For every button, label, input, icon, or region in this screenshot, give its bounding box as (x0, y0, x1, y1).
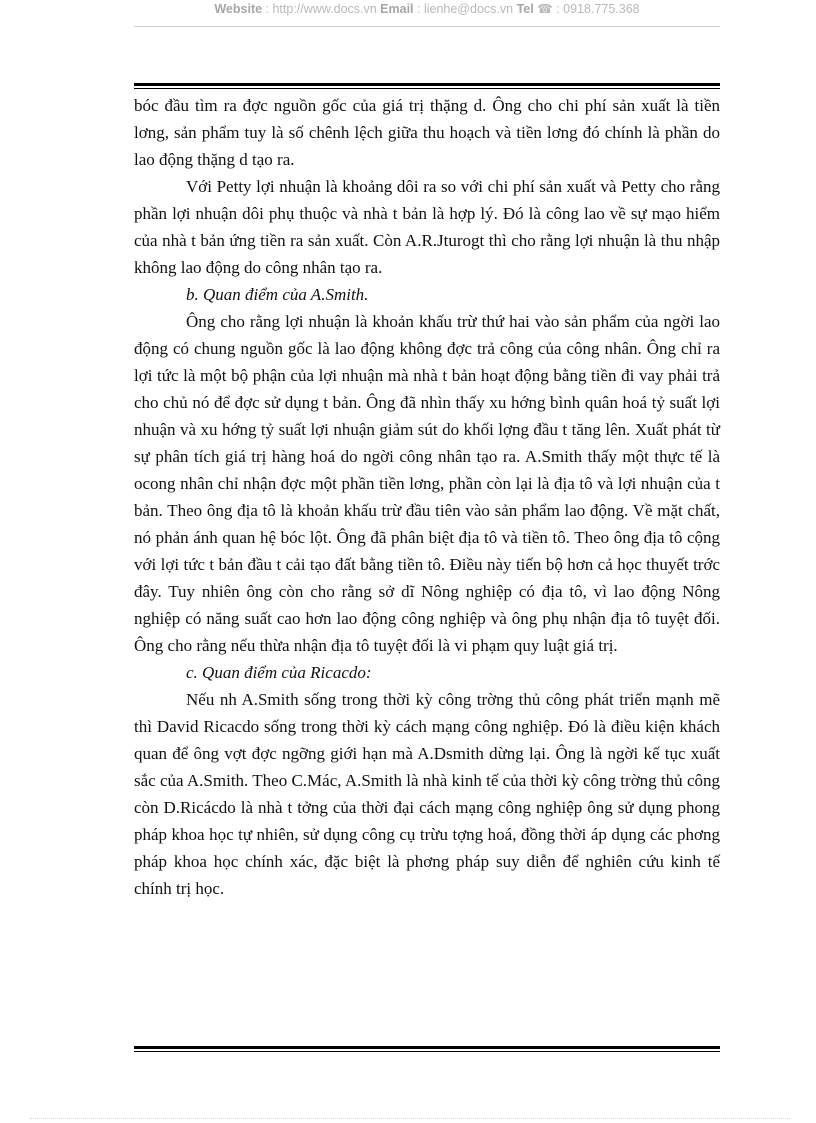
paragraph-2: Với Petty lợi nhuận là khoảng dôi ra so với chi phí sản xuất và Petty cho rằng phần lợi nhuận dôi phụ thuộc và nhà t bản là hợp lý. Đó là công lao về sự mạo hiểm của nhà t bản ứng tiền ra sản xuất. Còn A.R.Jturogt thì cho rằng lợi nhuận là thu nhập không lao động do công nhân tạo ra. (134, 177, 720, 277)
section-heading-c: c. Quan điểm của Ricacdo: (186, 663, 372, 682)
email-value[interactable]: : lienhe@docs.vn (413, 2, 517, 16)
section-heading-b: b. Quan điểm của A.Smith. (186, 285, 369, 304)
footer-dotted-line (30, 1118, 790, 1119)
email-label: Email (380, 2, 414, 16)
tel-value: ☎ : 0918.775.368 (533, 2, 640, 16)
page-header (134, 0, 720, 22)
tel-label: Tel (516, 2, 534, 16)
paragraph-1: bóc đầu tìm ra đợc nguồn gốc của giá trị thặng d. Ông cho chi phí sản xuất là tiền lơng, sản phẩm tuy là số chênh lệch giữa thu hoạch và tiền lơng đó chính là phần do lao động thặng d tạo ra. (134, 96, 720, 169)
bottom-double-rule (134, 1046, 720, 1052)
paragraph-4: Nếu nh A.Smith sống trong thời kỳ công trờng thủ công phát triển mạnh mẽ thì David Ricacdo sống trong thời kỳ cách mạng công nghiệp. Đó là điều kiện khách quan để ông vợt đợc ngỡng giới hạn mà A.Dsmith dừng lại. Ông là ngời kế tục xuất sắc của A.Smith. Theo C.Mác, A.Smith là nhà kinh tế của thời kỳ công trờng thủ công còn D.Ricácdo là nhà t tởng của thời đại cách mạng công nghiệp ông sử dụng phong pháp khoa học tự nhiên, sử dụng công cụ trừu tợng hoá, đồng thời áp dụng các phơng pháp khoa học chính xác, đặc biệt là phơng pháp suy diễn để nghiên cứu kinh tế chính trị học. (134, 690, 720, 898)
top-double-rule (134, 83, 720, 89)
website-label: Website (214, 2, 263, 16)
document-body (134, 92, 720, 902)
header-divider (134, 26, 720, 27)
website-value[interactable]: : http://www.docs.vn (262, 2, 381, 16)
paragraph-3: Ông cho rằng lợi nhuận là khoản khấu trừ thứ hai vào sản phẩm của ngời lao động có chung nguồn gốc là lao động không đợc trả công của công nhân. Ông chỉ ra lợi tức là một bộ phận của lợi nhuận mà nhà t bản hoạt động bằng tiền đi vay phải trả cho chủ nó để đợc sử dụng t bản. Ông đã nhìn thấy xu hớng bình quân hoá tỷ suất lợi nhuận và xu hớng tỷ suất lợi nhuận giảm sút do khối lợng đầu t tăng lên. Xuất phát từ sự phân tích giá trị hàng hoá do ngời công nhân tạo ra. A.Smith thấy một thực tế là ocong nhân chỉ nhận đợc một phần tiền lơng, phần còn lại là địa tô và lợi nhuận của t bản. Theo ông địa tô là khoản khấu trừ đầu tiên vào sản phẩm lao động. Về mặt chất, nó phản ánh quan hệ bóc lột. Ông đã phân biệt địa tô và tiền tô. Theo ông địa tô cộng với lợi tức t bản đầu t cải tạo đất bằng tiền tô. Điều này tiến bộ hơn cả học thuyết trớc đây. Tuy nhiên ông còn cho rằng sở dĩ Nông nghiệp có địa tô, vì lao động Nông nghiệp có năng suất cao hơn lao động công nghiệp và ông phụ nhận địa tô tuyệt đối. Ông cho rằng nếu thừa nhận địa tô tuyệt đối là vi phạm quy luật giá trị. (134, 312, 720, 655)
